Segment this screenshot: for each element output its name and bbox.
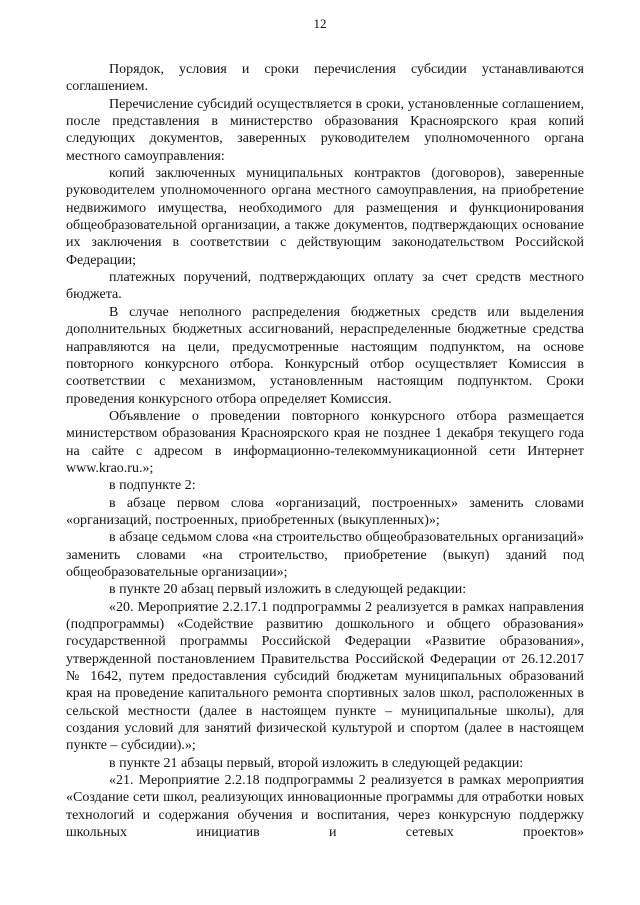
paragraph: в абзаце седьмом слова «на строительство общеобразовательных организаций» заменить словами «на строительство, приобретение (выкуп) зданий под общеобразовательные организации»; [66, 530, 584, 580]
paragraph: копий заключенных муниципальных контрактов (договоров), заверенные руководителем уполномоченного органа местного самоуправления, на приобретение недвижимого имущества, необходимого для размещения и функционирования общеобразовательной организации, а также документов, подтверждающих основание их заключения в соответствии с действующим законодательством Российской Федерации; [66, 166, 584, 268]
paragraph: в пункте 20 абзац первый изложить в следующей редакции: [109, 582, 467, 598]
paragraph: платежных поручений, подтверждающих оплату за счет средств местного бюджета. [66, 270, 584, 303]
paragraph: Порядок, условия и сроки перечисления субсидии устанавливаются соглашением. [66, 62, 584, 95]
paragraph: «20. Мероприятие 2.2.17.1 подпрограммы 2 реализуется в рамках направления (подпрограммы) «Содействие развитию дошкольного и общего образования» государственной программы Российской Федерации «Развитие образования», утвержденной постановлением Правительства Российской Федерации от 26.12.2017 № 1642, путем предоставления субсидий бюджетам муниципальных образований края на проведение капитального ремонта спортивных залов школ, расположенных в сельской местности (далее в настоящем пункте – муниципальные школы), для создания условий для занятий физической культурой и спортом (далее в настоящем пункте – субсидии).»; [66, 599, 584, 754]
paragraph: Перечисление субсидий осуществляется в сроки, установленные соглашением, после представления в министерство образования Красноярского края копий следующих документов, заверенных руководителем уполномоченного органа местного самоуправления: [66, 96, 584, 164]
paragraph: в подпункте 2: [109, 478, 196, 494]
paragraph: в пункте 21 абзацы первый, второй изложить в следующей редакции: [109, 755, 524, 771]
paragraph: Объявление о проведении повторного конкурсного отбора размещается министерством образования Красноярского края не позднее 1 декабря текущего года на сайте с адресом в информационно-телекоммуникационной сети Интернет www.krao.ru.»; [66, 408, 584, 476]
paragraph: В случае неполного распределения бюджетных средств или выделения дополнительных бюджетных ассигнований, нераспределенные бюджетные средства направляются на цели, предусмотренные настоящим подпунктом, на основе повторного конкурсного отбора. Конкурсный отбор осуществляет Комиссия в соответствии с механизмом, установленным настоящим подпунктом. Сроки проведения конкурсного отбора определяет Комиссия. [66, 304, 584, 407]
paragraph: «21. Мероприятие 2.2.18 подпрограммы 2 реализуется в рамках мероприятия «Создание сети школ, реализующих инновационные программы для отработки новых технологий и содержания обучения и воспитания, через конкурсную поддержку школьных инициатив и сетевых проектов» [66, 773, 584, 841]
page-number: 12 [313, 16, 327, 31]
document-body [66, 61, 584, 841]
paragraph: в абзаце первом слова «организаций, построенных» заменить словами «организаций, построенных, приобретенных (выкупленных)»; [66, 495, 584, 528]
